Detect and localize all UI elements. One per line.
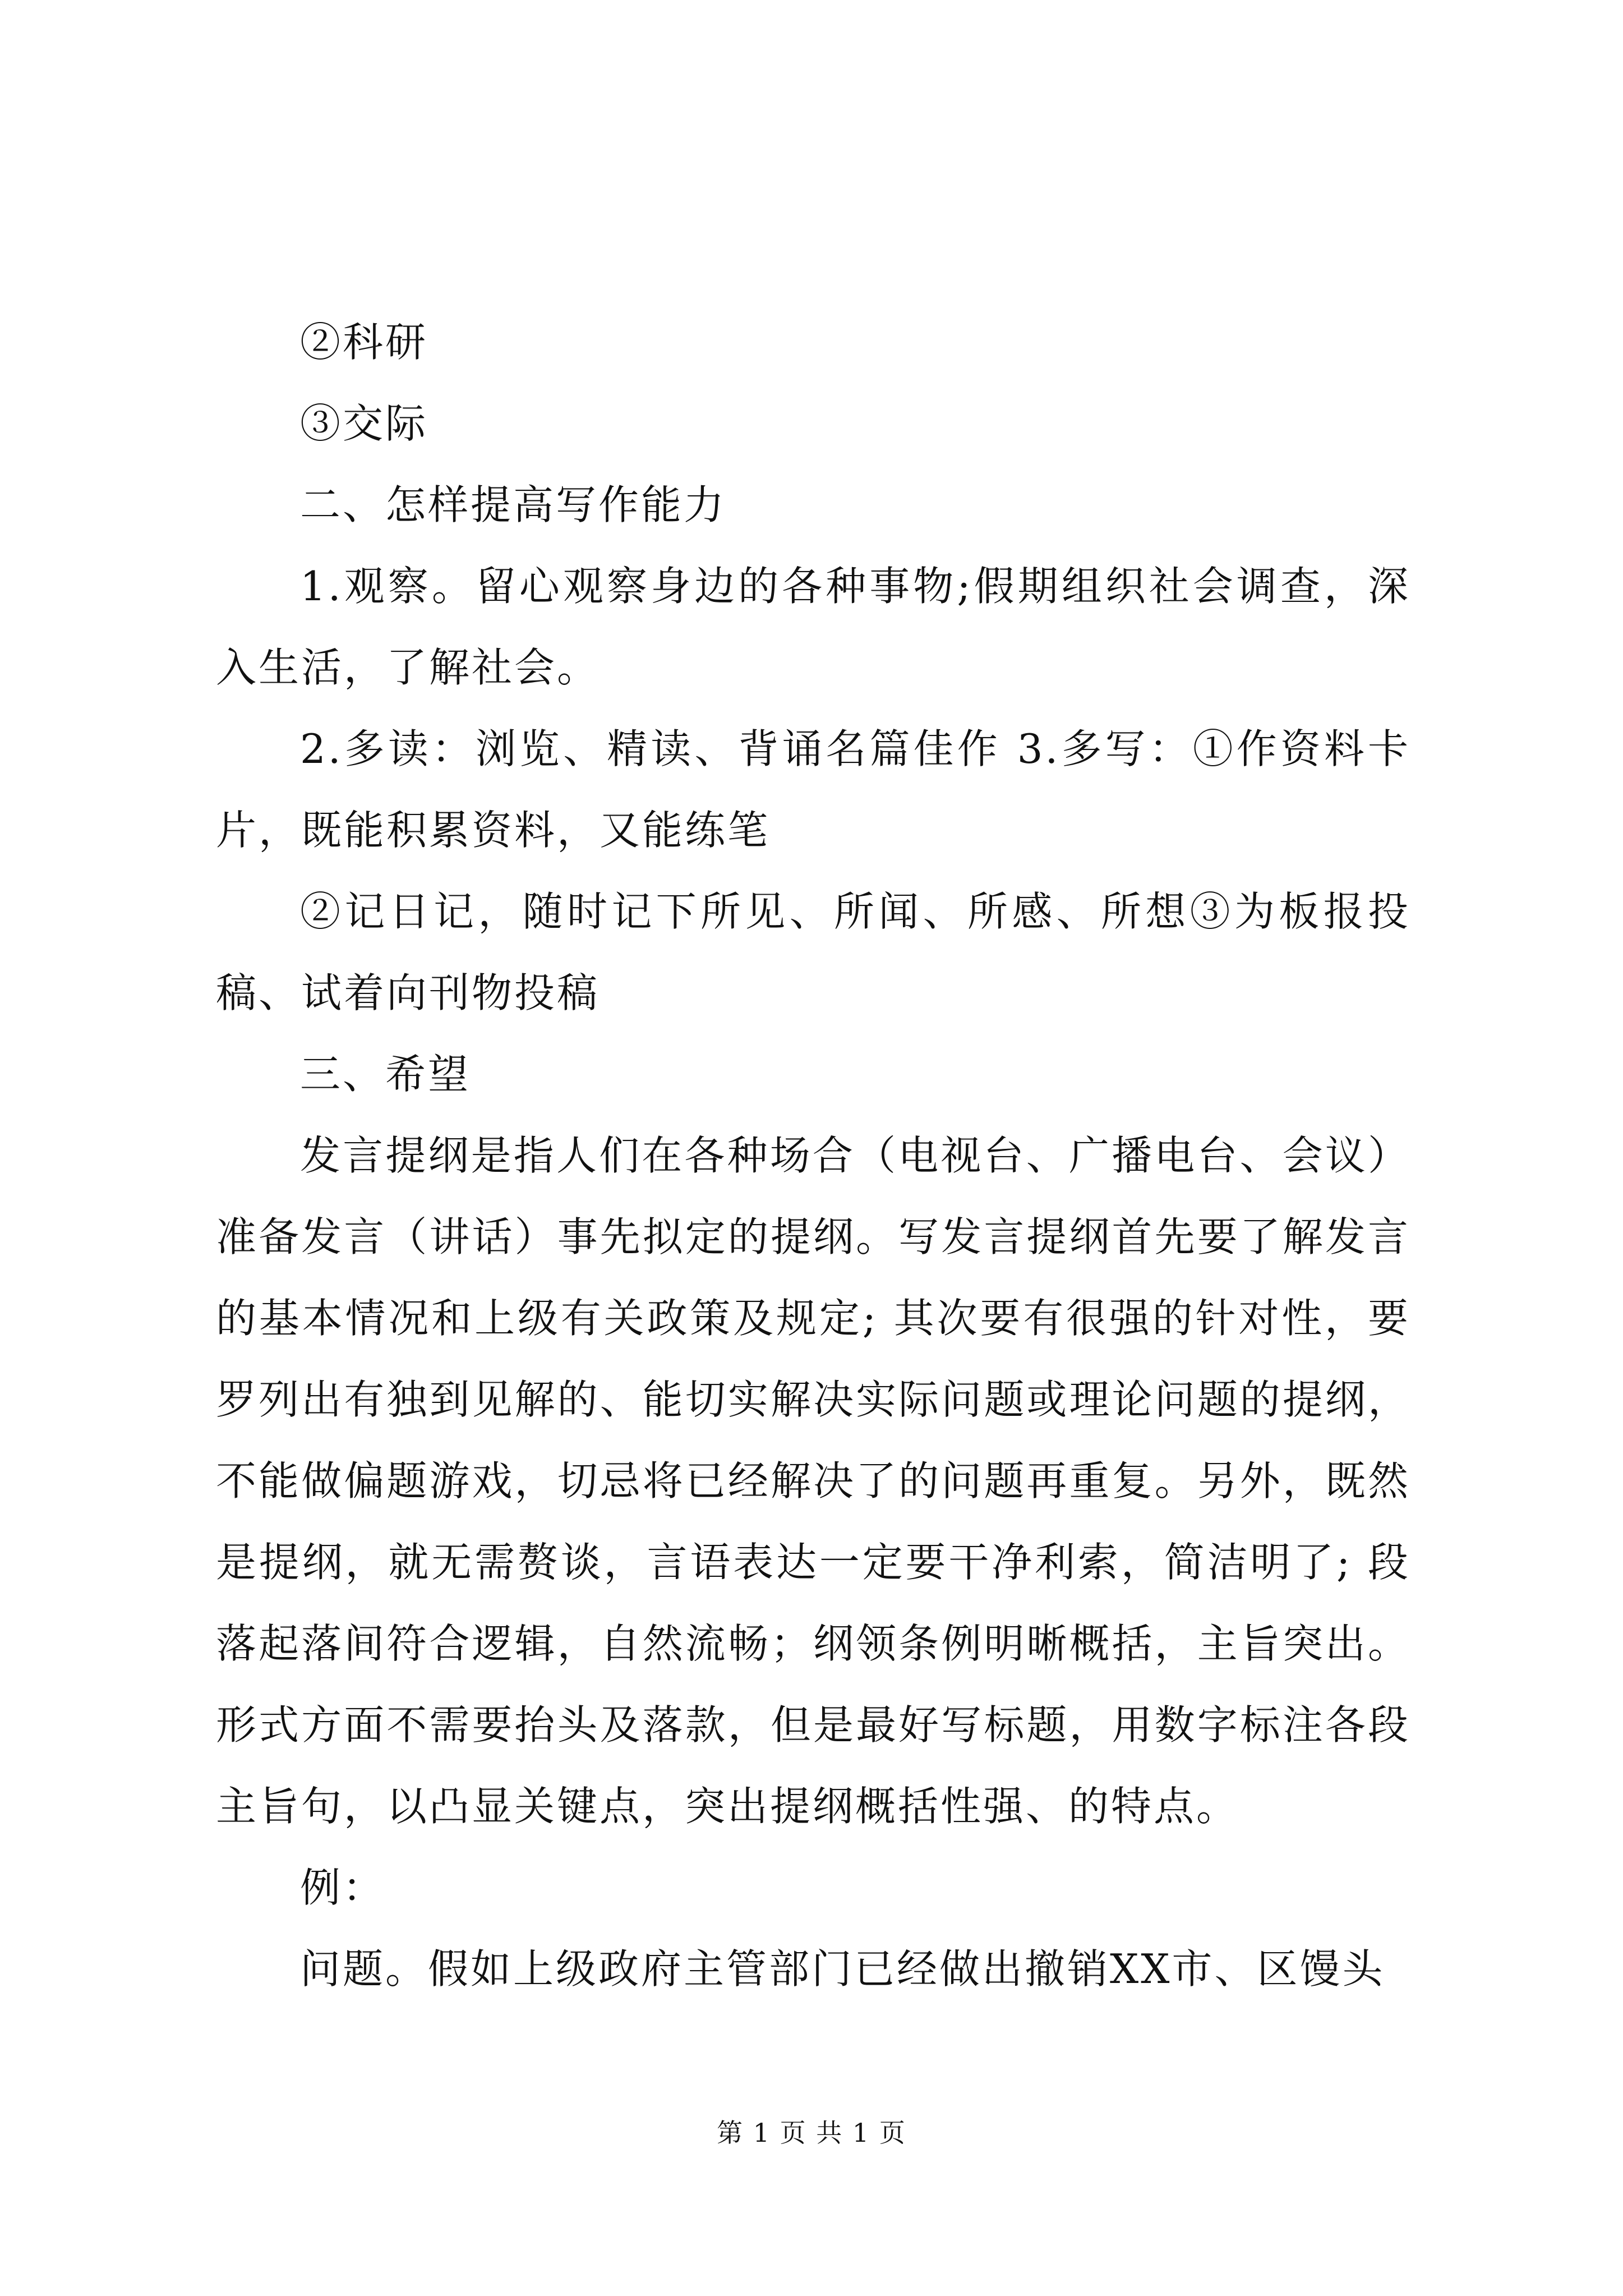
- section-heading-writing-ability: 二、怎样提高写作能力: [300, 481, 727, 528]
- paragraph-question: 问题。假如上级政府主管部门已经做出撤销XX市、区馒头: [300, 1945, 1385, 1993]
- paragraph-read-write: 2.多读：浏览、精读、背诵名篇佳作 3.多写：①作资料卡片，既能积累资料，又能练笔: [216, 725, 1410, 854]
- document-body: [216, 302, 1410, 2010]
- paragraph-observe: 1.观察。留心观察身边的各种事物;假期组织社会调查，深入生活，了解社会。: [216, 563, 1410, 691]
- paragraph-item-3: ③交际: [300, 400, 428, 447]
- paragraph-example-label: 例：: [300, 1864, 386, 1911]
- paragraph-outline-description: 发言提纲是指人们在各种场合（电视台、广播电台、会议）准备发言（讲话）事先拟定的提纲。写发言提纲首先要了解发言的基本情况和上级有关政策及规定; 其次要有很强的针对性，要罗列出有独到见解的、能切实解决实际问题或理论问题的提纲，不能做偏题游戏，切忌将已经解决了的问题再重复。另外，既然是提纲，就无需赘谈，言语表达一定要干净利索，简洁明了; 段落起落间符合逻辑，自然流畅；纲领条例明晰概括，主旨突出。形式方面不需要抬头及落款，但是最好写标题，用数字标注各段主旨句，以凸显关键点，突出提纲概括性强、的特点。: [216, 1132, 1410, 1830]
- paragraph-diary: ②记日记，随时记下所见、所闻、所感、所想③为板报投稿、试着向刊物投稿: [216, 888, 1410, 1016]
- section-heading-hope: 三、希望: [300, 1051, 471, 1098]
- paragraph-item-2: ②科研: [300, 319, 428, 366]
- page-footer: 第 1 页 共 1 页: [717, 2118, 906, 2148]
